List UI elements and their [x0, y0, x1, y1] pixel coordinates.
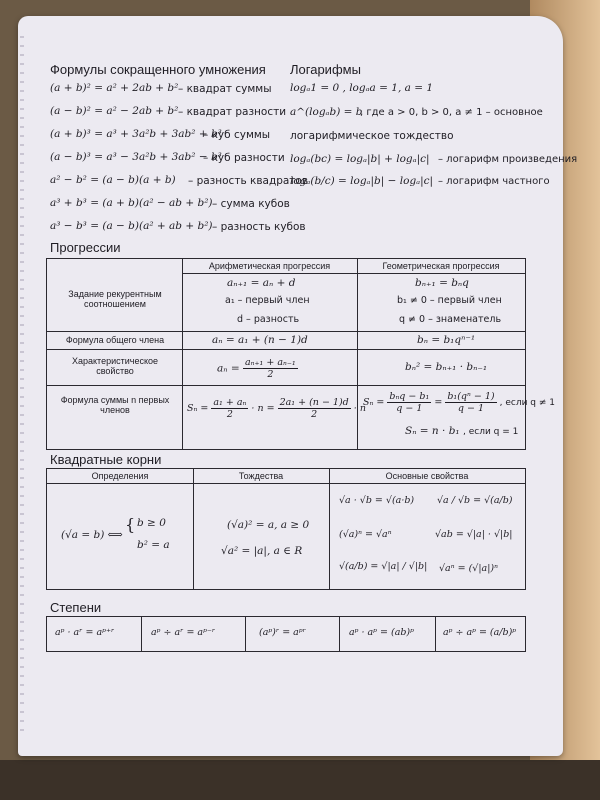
- power-rule: aᵖ · aᵖ = (ab)ᵖ: [349, 627, 414, 638]
- brace-icon: {: [125, 515, 136, 534]
- power-rule: (aᵖ)ʳ = aᵖʳ: [259, 627, 306, 638]
- geom-characteristic: bₙ² = bₙ₊₁ · bₙ₋₁: [405, 361, 488, 373]
- formula-item: (a + b)³ = a³ + 3a²b + 3ab² + b³: [50, 128, 222, 140]
- table-divider: [329, 469, 330, 589]
- col-header-definitions: Определения: [91, 471, 149, 481]
- col-header-geom: Геометрическая прогрессия: [382, 261, 500, 271]
- spiral-binding-holes: [20, 36, 24, 736]
- table-divider: [182, 273, 525, 274]
- arith-sum: Sₙ = $\frac{\text{a₁ + aₙ}}{2}$ · n = $\frac{\text{2a₁ + (n − 1)d}}{2}$ · n: [187, 397, 366, 420]
- table-divider: [193, 469, 194, 589]
- power-rule: aᵖ · aʳ = aᵖ⁺ʳ: [55, 627, 115, 638]
- root-property: √ab = √|a| · √|b|: [435, 529, 513, 540]
- row-label-general-term: Формула общего члена: [65, 335, 165, 345]
- geom-first-term: b₁ ≠ 0 – первый член: [397, 295, 502, 306]
- formula-item: (a + b)² = a² + 2ab + b²: [50, 82, 179, 94]
- formula-label: – куб суммы: [203, 129, 271, 141]
- table-divider: [339, 617, 340, 651]
- background-table: [0, 760, 600, 800]
- notebook-page: [18, 16, 578, 756]
- formula-label: – квадрат разности: [178, 106, 287, 118]
- arith-recurrence: aₙ₊₁ = aₙ + d: [227, 277, 296, 289]
- table-divider: [47, 483, 525, 484]
- powers-title: Степени: [50, 600, 102, 615]
- power-rule: aᵖ ÷ aᵖ = (a/b)ᵖ: [443, 627, 517, 638]
- table-divider: [182, 259, 183, 449]
- table-divider: [47, 331, 525, 332]
- log-quotient-formula: logₐ(b/c) = logₐ|b| − logₐ|c|: [290, 175, 434, 187]
- root-property: √a · √b = √(a·b): [339, 495, 415, 506]
- geom-general-term: bₙ = b₁qⁿ⁻¹: [417, 334, 476, 346]
- root-property: (√a)ⁿ = √aⁿ: [339, 529, 392, 540]
- formula-item: a² − b² = (a − b)(a + b): [50, 174, 176, 186]
- progressions-table: [46, 258, 555, 450]
- log-product-formula: logₐ(bc) = logₐ|b| + logₐ|c|: [290, 153, 430, 165]
- formula-item: (a − b)³ = a³ − 3a²b + 3ab² − b³: [50, 151, 222, 163]
- formula-label: – сумма кубов: [212, 198, 290, 210]
- geom-sum-q1: Sₙ = n · b₁ , если q = 1: [405, 425, 519, 437]
- root-identity: √a² = |a|, a ∈ R: [221, 545, 303, 557]
- formula-item: (a − b)² = a² − 2ab + b²: [50, 105, 179, 117]
- geom-recurrence: bₙ₊₁ = bₙq: [415, 277, 469, 289]
- root-definition: (√a = b) ⟺: [61, 529, 123, 541]
- geom-sum: Sₙ = $\frac{\text{bₙq − b₁}}{q - 1}$ = $\frac{\text{b₁(qⁿ − 1)}}{q - 1}$ , если q ≠ 1: [363, 391, 555, 414]
- arith-characteristic: aₙ = $\frac{\text{aₙ₊₁ + aₙ₋₁}}{2}$: [217, 357, 296, 380]
- progressions-title: Прогрессии: [50, 240, 121, 255]
- root-identity: (√a)² = a, a ≥ 0: [227, 519, 310, 531]
- logs-title: Логарифмы: [290, 62, 361, 77]
- row-label-sum: Формула суммы n первых членов: [60, 395, 170, 415]
- log-identity-text: , где a > 0, b > 0, a ≠ 1 – основное: [360, 107, 543, 118]
- table-divider: [47, 349, 525, 350]
- power-rule: aᵖ ÷ aʳ = aᵖ⁻ʳ: [151, 627, 216, 638]
- log-line-1: logₐ1 = 0 , logₐa = 1, a = 1: [290, 82, 434, 94]
- table-divider: [357, 259, 358, 449]
- table-divider: [435, 617, 436, 651]
- arith-first-term: a₁ – первый член: [225, 295, 310, 306]
- log-product-label: – логарифм произведения: [438, 154, 578, 165]
- formula-label: – разность квадратов: [188, 175, 309, 187]
- geom-ratio: q ≠ 0 – знаменатель: [399, 314, 502, 325]
- powers-table: [46, 616, 526, 652]
- root-property: √a / √b = √(a/b): [437, 495, 513, 506]
- log-quotient-label: – логарифм частного: [438, 176, 550, 187]
- roots-table: [46, 468, 526, 590]
- root-property: √aⁿ = (√|a|)ⁿ: [439, 563, 498, 574]
- formula-item: a³ + b³ = (a + b)(a² − ab + b²): [50, 197, 213, 209]
- formula-label: – куб разности: [203, 152, 285, 164]
- col-header-properties: Основные свойства: [385, 471, 469, 481]
- root-def-case: b ≥ 0: [137, 517, 166, 529]
- arith-difference: d – разность: [237, 314, 300, 325]
- roots-title: Квадратные корни: [50, 452, 162, 467]
- row-label-characteristic: Характеристическое свойство: [71, 356, 158, 376]
- root-property: √(a/b) = √|a| / √|b|: [339, 561, 428, 572]
- log-identity-formula: a^(logₐb) = b: [290, 106, 363, 118]
- formula-item: a³ − b³ = (a − b)(a² + ab + b²): [50, 220, 213, 232]
- formulas-title: Формулы сокращенного умножения: [50, 62, 266, 77]
- formula-label: – квадрат суммы: [178, 83, 272, 95]
- root-def-case: b² = a: [137, 539, 170, 551]
- table-divider: [245, 617, 246, 651]
- log-identity-caption: логарифмическое тождество: [290, 130, 454, 142]
- table-divider: [47, 385, 525, 386]
- arith-general-term: aₙ = a₁ + (n − 1)d: [212, 334, 308, 346]
- table-divider: [141, 617, 142, 651]
- col-header-arith: Арифметическая прогрессия: [208, 261, 331, 271]
- col-header-identities: Тождества: [238, 471, 284, 481]
- formula-label: – разность кубов: [212, 221, 306, 233]
- row-label-recurrent: Задание рекурентным соотношением: [68, 289, 162, 309]
